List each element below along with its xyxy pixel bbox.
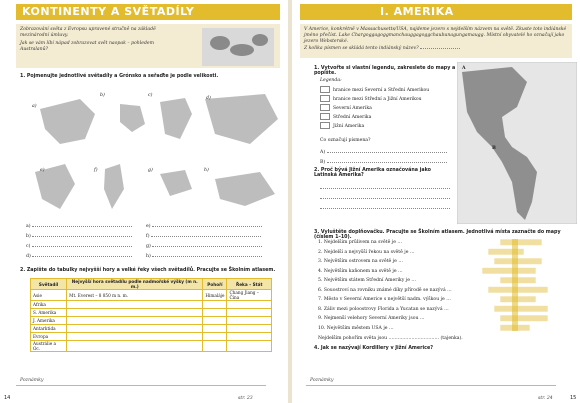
notes-label: Poznámky — [310, 378, 334, 383]
clue: 3. Největším ostrovem na světě je … — [318, 259, 403, 264]
map-label-f: f) — [94, 168, 98, 173]
right-intro-question: Z kolika písmen se skládá tento indiánský název? — [304, 46, 568, 52]
clue: 9. Nejmenší velehory Severní Ameriky jsou … — [318, 316, 425, 321]
table-row[interactable]: Austrálie a Oc. — [31, 341, 272, 352]
left-banner: KONTINENTY A SVĚTADÍLY — [16, 4, 280, 20]
right-intro-text: V Americe, konkrétně v Massachusetts/USA, najdeme jezero s nejdelším názvem na světě. Zkuste toto indiánské jméno přečíst. Lake Chargoggagoggmanchauggagoggchaubunagungamaugg. Místní obyvatelé ho označují jako jezero Websterské. — [304, 27, 567, 44]
table-row[interactable]: Antarktida — [31, 325, 272, 333]
upside-down-world-map-image — [202, 28, 274, 66]
table-row[interactable]: S. Amerika — [31, 309, 272, 317]
page-number: 15 — [570, 395, 577, 401]
answer-line[interactable]: b) — [26, 232, 132, 242]
answer-line[interactable]: a) — [26, 222, 132, 232]
legend-row[interactable]: hranice mezi Severní a Střední Amerikou — [320, 86, 429, 95]
map-letter-b: B — [492, 146, 496, 151]
map-label-a: a) — [32, 104, 37, 109]
table-header: Nejvyšší hora světadílu podle nadmořské výšky (m n. m.) — [67, 279, 203, 290]
table-row[interactable]: Evropa — [31, 333, 272, 341]
map-label-d: d) — [206, 96, 211, 101]
answers-right-column — [146, 222, 262, 262]
right-question-3: 3. Vyluštěte doplňovačku. Pracujte se Školním atlasem. Jednotlivá místa zaznačte do mapy (číslem 1–10). — [314, 230, 561, 240]
straits-answers — [320, 148, 447, 168]
table-row[interactable]: J. Amerika — [31, 317, 272, 325]
answers-left-column — [26, 222, 132, 262]
map-label-g: g) — [148, 168, 153, 173]
right-page — [292, 0, 580, 403]
footer-line — [306, 385, 556, 386]
table-header: Pohoří — [203, 279, 227, 290]
answer-line[interactable]: c) — [26, 242, 132, 252]
footer-line — [16, 385, 266, 386]
table-row: Asie Mt. Everest – 8 850 m n. m. Himaláje Chang Jiang – Čína — [31, 290, 272, 301]
right-banner: I. AMERIKA — [300, 4, 572, 20]
page-number: 14 — [4, 395, 11, 401]
map-letter-a: A — [462, 66, 466, 71]
clue: 1. Nejdelším průlivem na světě je … — [318, 240, 402, 245]
table-header: Řeka – Stát — [227, 279, 272, 290]
right-question-2: 2. Proč bývá Jižní Amerika označována jako Latinská Amerika? — [314, 168, 431, 178]
legend-row[interactable]: Jižní Amerika — [320, 122, 429, 131]
right-question-4: 4. Jak se nazývají Kordillery v Jižní Americe? — [314, 346, 434, 351]
clue: 6. Souostroví na rovníku známé díky přírodě se nazývá … — [318, 287, 452, 293]
clue: 4. Největším kaňonem na světě je … — [318, 268, 403, 274]
clue: 2. Nejdelší a nejvyšší řekou na světě je … — [318, 249, 415, 255]
page-reference: str. 24 — [538, 396, 553, 401]
straits-question: Co označují písmena? — [320, 138, 371, 143]
continent-silhouettes — [20, 84, 280, 214]
legend-title: Legenda: — [320, 78, 342, 83]
legend-row[interactable]: Střední Amerika — [320, 113, 429, 122]
left-question-2: 2. Zapište do tabulky nejvyšší hory a velké řeky všech světadílů. Pracujte se Školním atlasem. — [20, 268, 276, 273]
table-row[interactable]: Afrika — [31, 301, 272, 309]
clue: 7. Město v Severní Americe s největší nadm. výškou je … — [318, 297, 451, 302]
clue: 8. Záliv mezi poloostrovy Florida a Yucatan se nazývá … — [318, 306, 449, 312]
answer-line[interactable]: e) — [146, 222, 262, 232]
page-reference: str. 23 — [238, 396, 253, 401]
answer-line[interactable]: h) — [146, 252, 262, 262]
left-intro-question: Jak se vám líbí nápad zobrazovat svět naopak – pohledem Australanů? — [20, 41, 154, 52]
left-question-1: 1. Pojmenujte jednotlivé světadíly a Grónsko a seřaďte je podle velikosti. — [20, 74, 219, 79]
notes-label: Poznámky — [20, 378, 44, 383]
map-label-h: h) — [204, 168, 209, 173]
right-question-1: 1. Vytvořte si vlastní legendu, zakreslete do mapy a popište. — [314, 66, 456, 76]
left-intro-box — [16, 24, 280, 68]
answer-line[interactable]: B) — [320, 158, 447, 168]
crossword-clues — [318, 238, 478, 333]
map-label-c: c) — [148, 93, 153, 98]
legend-list — [320, 86, 429, 131]
table-header: Světadíl — [31, 279, 67, 290]
q2-answer-lines[interactable] — [320, 184, 450, 214]
legend-row[interactable]: Severní Amerika — [320, 104, 429, 113]
answer-line[interactable]: d) — [26, 252, 132, 262]
left-page — [0, 0, 288, 403]
answer-line[interactable]: A) — [320, 148, 447, 158]
left-intro-text: Zobrazování světa z Evropsu upravené stručně na základě mezinárodní úmluvy. — [20, 27, 156, 38]
answer-line[interactable]: g) — [146, 242, 262, 252]
crossword-grid[interactable] — [470, 239, 570, 335]
right-intro-box — [300, 24, 572, 58]
answer-line[interactable]: f) — [146, 232, 262, 242]
crossword-solution: Nejdelším pohořím světa jsou …………………………… (tajenka). — [318, 336, 463, 341]
mountains-rivers-table — [30, 278, 272, 352]
legend-row[interactable]: hranice mezi Střední a Jižní Amerikou — [320, 95, 429, 104]
clue: 5. Největším státem Střední Ameriky je … — [318, 278, 416, 283]
map-label-e: e) — [40, 168, 45, 173]
clue: 10. Největším městem USA je … — [318, 325, 394, 331]
americas-map-image — [457, 62, 577, 224]
map-label-b: b) — [100, 93, 105, 98]
